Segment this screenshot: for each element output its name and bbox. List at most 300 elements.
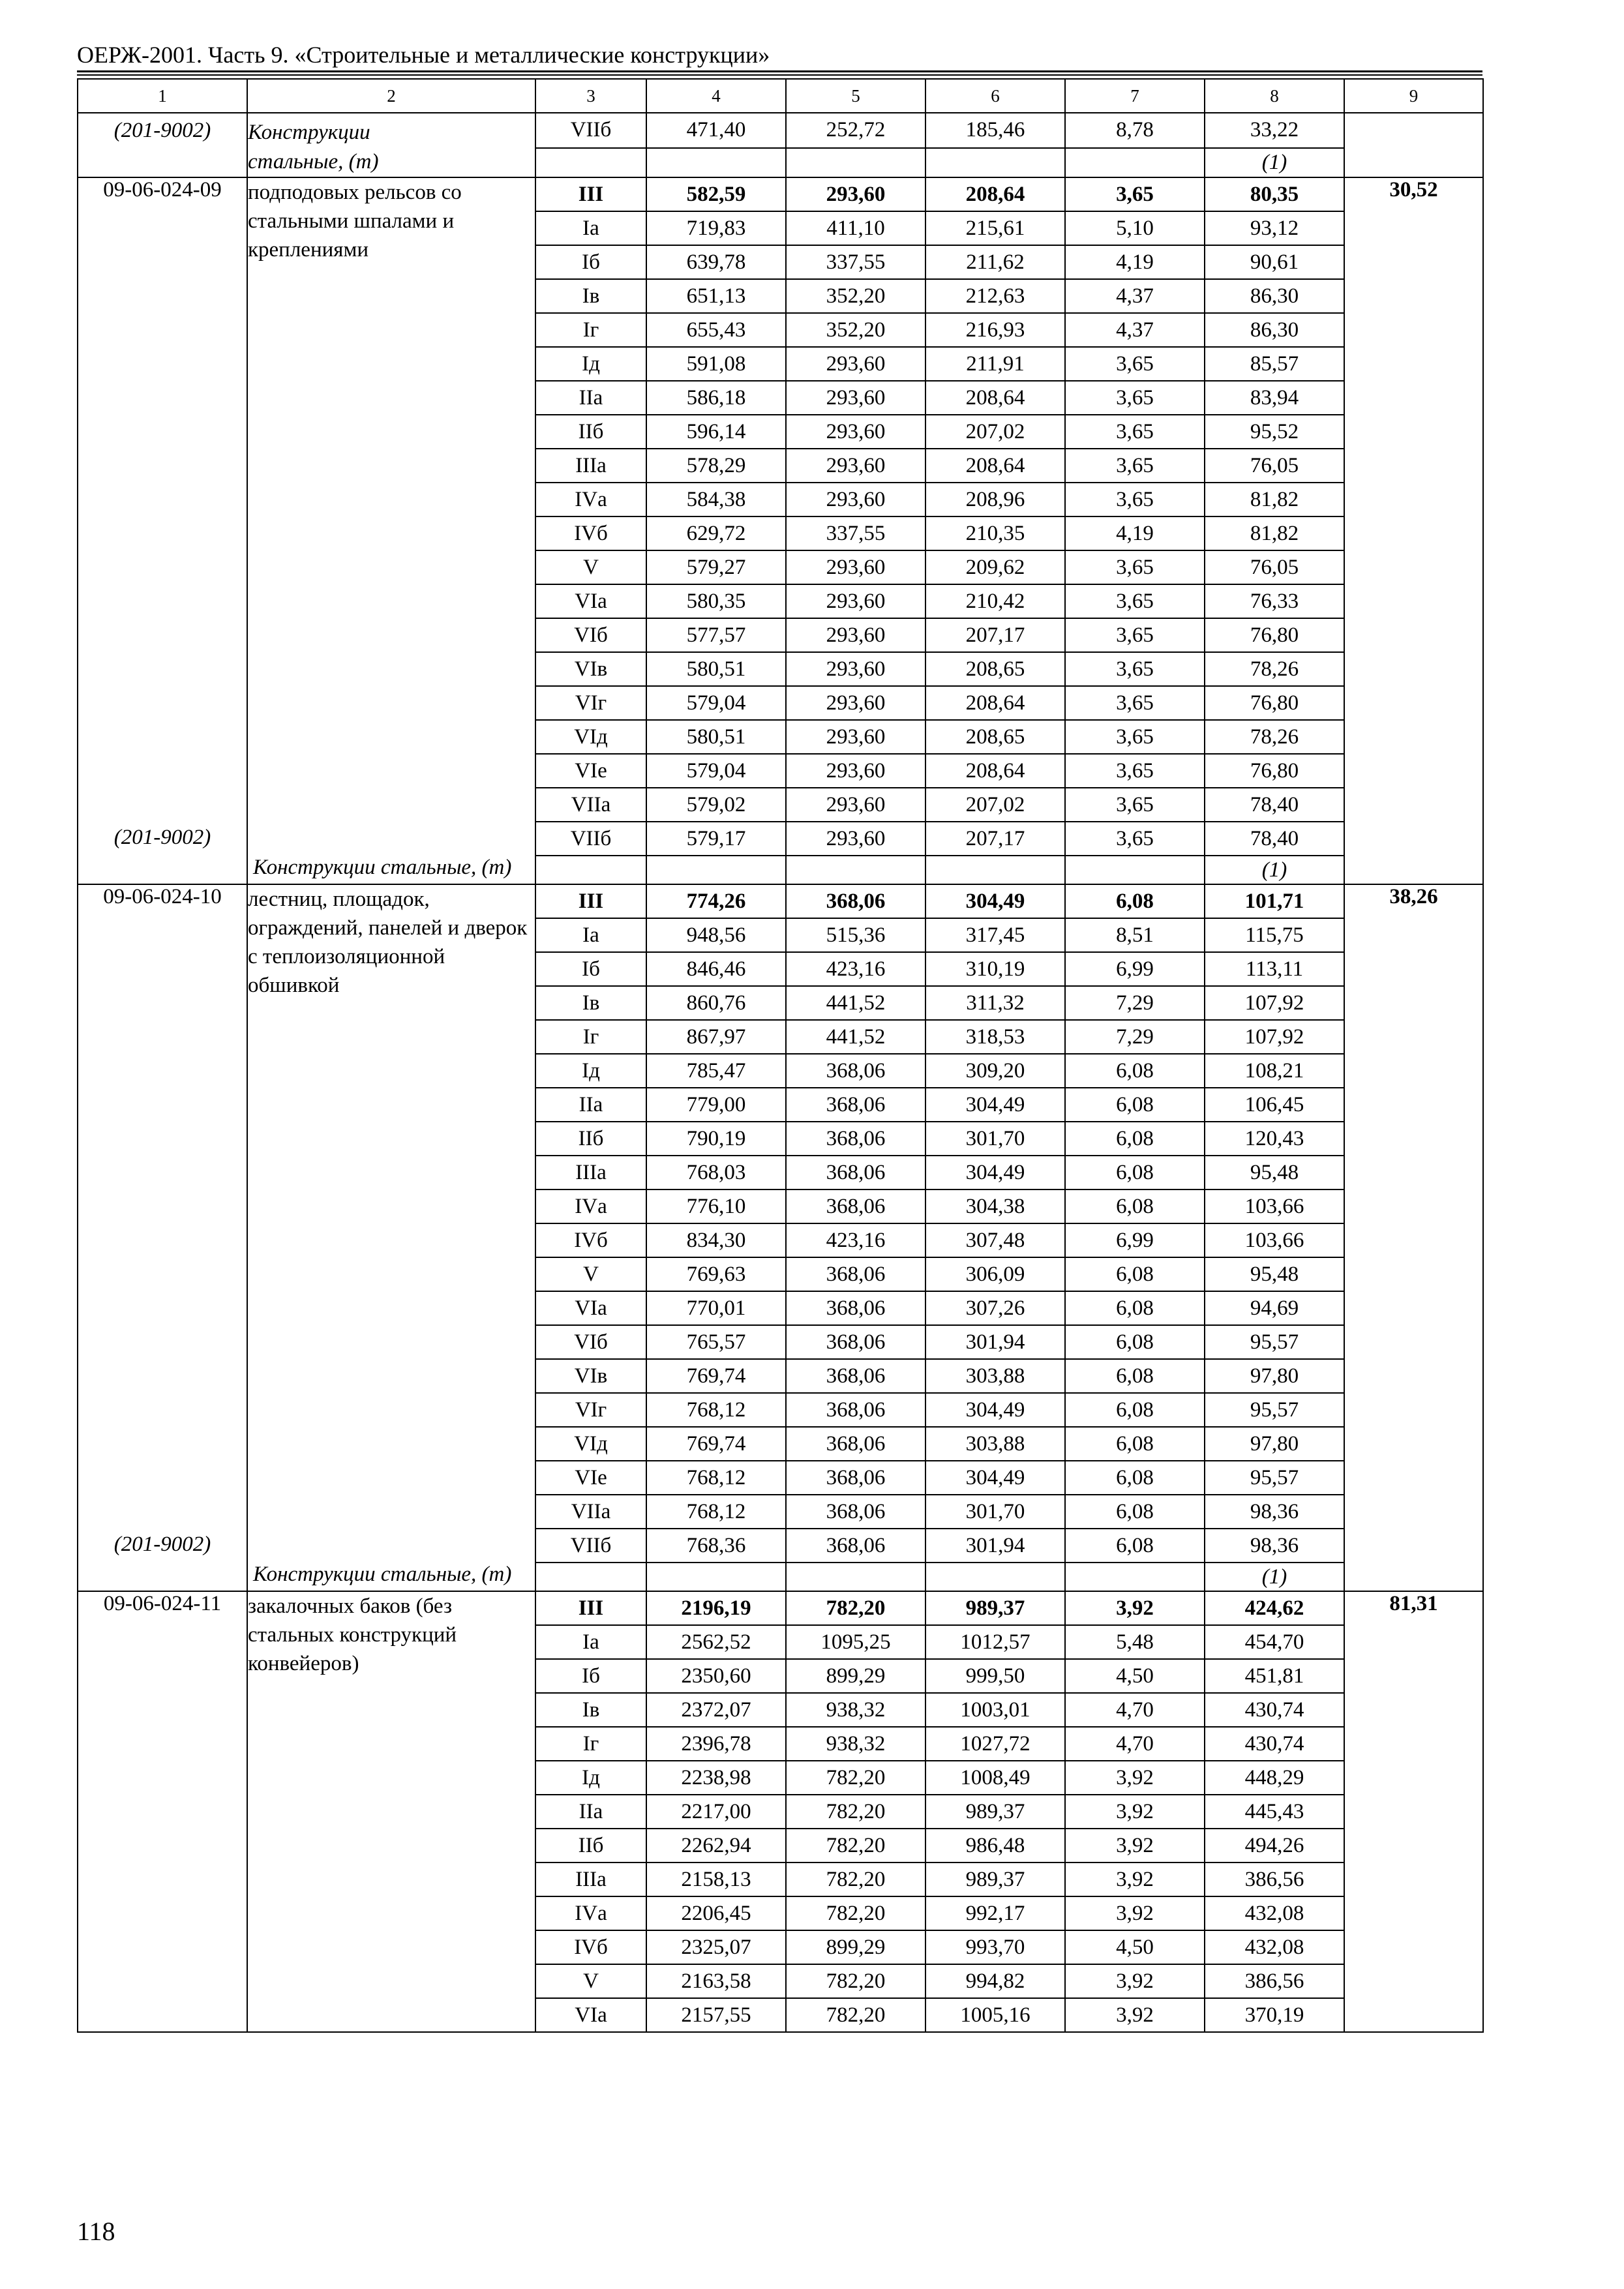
value-cell: 293,60 (786, 618, 925, 652)
value-cell: 95,57 (1205, 1393, 1344, 1427)
empty-cell (925, 856, 1065, 884)
value-cell: 209,62 (925, 550, 1065, 584)
zone-cell: VIIб (535, 1529, 646, 1563)
value-cell: 432,08 (1205, 1930, 1344, 1964)
zone-cell: VIIб (535, 822, 646, 856)
value-cell: 2157,55 (646, 1998, 786, 2032)
value-cell: 293,60 (786, 584, 925, 618)
description-cell (247, 113, 535, 177)
column-number: 2 (247, 79, 535, 113)
zone-cell: Iд (535, 1054, 646, 1088)
zone-cell: VIа (535, 584, 646, 618)
footnote-mark: (1) (1205, 148, 1344, 177)
column-number: 7 (1065, 79, 1205, 113)
value-cell: 3,65 (1065, 415, 1205, 449)
value-cell: 311,32 (925, 986, 1065, 1020)
value-cell: 3,65 (1065, 177, 1205, 211)
value-cell: 293,60 (786, 652, 925, 686)
value-cell: 629,72 (646, 516, 786, 550)
column-number: 4 (646, 79, 786, 113)
value-cell: 33,22 (1205, 113, 1344, 148)
value-cell: 252,72 (786, 113, 925, 148)
value-cell: 3,65 (1065, 822, 1205, 856)
value-cell: 765,57 (646, 1325, 786, 1359)
value-cell: 578,29 (646, 449, 786, 483)
value-cell: 208,64 (925, 686, 1065, 720)
zone-cell: Iа (535, 211, 646, 245)
value-cell: 208,65 (925, 720, 1065, 754)
value-cell: 6,08 (1065, 1054, 1205, 1088)
value-cell: 337,55 (786, 516, 925, 550)
value-cell: 432,08 (1205, 1896, 1344, 1930)
value-cell: 80,35 (1205, 177, 1344, 211)
value-cell: 103,66 (1205, 1189, 1344, 1223)
work-description: лестниц, площадок, ограждений, панелей и дверок с теплоизоляционной обшивкой (248, 888, 528, 997)
zone-cell: VIIб (535, 113, 646, 148)
zone-cell: IVа (535, 1189, 646, 1223)
value-cell: 368,06 (786, 884, 925, 918)
footnote-description: Конструкции стальные, (т) (248, 121, 379, 173)
value-cell: 938,32 (786, 1693, 925, 1727)
value-cell: 445,43 (1205, 1795, 1344, 1829)
value-cell: 719,83 (646, 211, 786, 245)
value-cell: 774,26 (646, 884, 786, 918)
zone-cell: VIа (535, 1998, 646, 2032)
value-cell: 580,51 (646, 652, 786, 686)
value-cell: 301,94 (925, 1529, 1065, 1563)
value-cell: 304,49 (925, 884, 1065, 918)
value-cell: 337,55 (786, 245, 925, 279)
value-cell: 293,60 (786, 720, 925, 754)
value-cell: 76,80 (1205, 754, 1344, 788)
zone-cell: IVа (535, 1896, 646, 1930)
value-cell: 207,17 (925, 822, 1065, 856)
value-cell: 293,60 (786, 347, 925, 381)
value-cell: 304,49 (925, 1461, 1065, 1495)
value-cell: 368,06 (786, 1461, 925, 1495)
code-cell (78, 113, 247, 177)
zone-cell: Iд (535, 1761, 646, 1795)
value-cell: 368,06 (786, 1189, 925, 1223)
value-cell: 580,35 (646, 584, 786, 618)
zone-cell: V (535, 550, 646, 584)
value-cell: 6,08 (1065, 1156, 1205, 1189)
value-cell: 769,74 (646, 1427, 786, 1461)
zone-cell: Iг (535, 1727, 646, 1761)
value-cell: 846,46 (646, 952, 786, 986)
value-cell: 76,33 (1205, 584, 1344, 618)
value-cell: 6,08 (1065, 1291, 1205, 1325)
value-cell: 424,62 (1205, 1591, 1344, 1625)
value-cell: 306,09 (925, 1257, 1065, 1291)
empty-cell (1065, 856, 1205, 884)
value-cell: 782,20 (786, 1896, 925, 1930)
value-cell: 210,35 (925, 516, 1065, 550)
column-9-cell (1344, 113, 1483, 177)
value-cell: 3,65 (1065, 550, 1205, 584)
value-cell: 2217,00 (646, 1795, 786, 1829)
value-cell: 76,80 (1205, 686, 1344, 720)
value-cell: 2262,94 (646, 1829, 786, 1863)
value-cell: 293,60 (786, 788, 925, 822)
value-cell: 579,17 (646, 822, 786, 856)
value-cell: 293,60 (786, 822, 925, 856)
value-cell: 430,74 (1205, 1693, 1344, 1727)
value-cell: 95,52 (1205, 415, 1344, 449)
zone-cell: VIг (535, 686, 646, 720)
value-cell: 301,70 (925, 1122, 1065, 1156)
value-cell: 3,92 (1065, 1863, 1205, 1896)
value-cell: 3,65 (1065, 381, 1205, 415)
value-cell: 782,20 (786, 1795, 925, 1829)
value-cell: 2562,52 (646, 1625, 786, 1659)
value-cell: 307,26 (925, 1291, 1065, 1325)
value-cell: 2396,78 (646, 1727, 786, 1761)
value-cell: 423,16 (786, 1223, 925, 1257)
zone-cell: VIв (535, 1359, 646, 1393)
value-cell: 3,65 (1065, 347, 1205, 381)
column-9-cell: 81,31 (1344, 1591, 1483, 2032)
value-cell: 304,38 (925, 1189, 1065, 1223)
value-cell: 207,02 (925, 415, 1065, 449)
zone-cell: VIе (535, 754, 646, 788)
value-cell: 579,04 (646, 686, 786, 720)
header-rule-thin (77, 74, 1482, 76)
zone-cell: Iд (535, 347, 646, 381)
value-cell: 216,93 (925, 313, 1065, 347)
value-cell: 515,36 (786, 918, 925, 952)
footnote-code: (201-9002) (113, 826, 211, 849)
value-cell: 769,63 (646, 1257, 786, 1291)
value-cell: 768,12 (646, 1495, 786, 1529)
value-cell: 4,70 (1065, 1727, 1205, 1761)
table-row (78, 113, 1483, 148)
value-cell: 293,60 (786, 686, 925, 720)
value-cell: 368,06 (786, 1427, 925, 1461)
code-cell (78, 1591, 247, 2032)
value-cell: 651,13 (646, 279, 786, 313)
value-cell: 81,82 (1205, 516, 1344, 550)
value-cell: 368,06 (786, 1325, 925, 1359)
value-cell: 81,82 (1205, 483, 1344, 516)
value-cell: 208,64 (925, 381, 1065, 415)
value-cell: 95,57 (1205, 1461, 1344, 1495)
value-cell: 5,10 (1065, 211, 1205, 245)
value-cell: 6,99 (1065, 952, 1205, 986)
value-cell: 212,63 (925, 279, 1065, 313)
zone-cell: IIIа (535, 449, 646, 483)
zone-cell: VIб (535, 1325, 646, 1359)
value-cell: 368,06 (786, 1393, 925, 1427)
zone-cell: Iа (535, 1625, 646, 1659)
header-rule (77, 70, 1482, 72)
value-cell: 596,14 (646, 415, 786, 449)
value-cell: 655,43 (646, 313, 786, 347)
value-cell: 899,29 (786, 1659, 925, 1693)
value-cell: 860,76 (646, 986, 786, 1020)
value-cell: 113,11 (1205, 952, 1344, 986)
value-cell: 368,06 (786, 1054, 925, 1088)
zone-cell: III (535, 1591, 646, 1625)
value-cell: 368,06 (786, 1495, 925, 1529)
value-cell: 4,70 (1065, 1693, 1205, 1727)
footnote-code: (201-9002) (113, 1533, 211, 1556)
zone-cell: IIб (535, 1122, 646, 1156)
empty-cell (646, 148, 786, 177)
value-cell: 782,20 (786, 1998, 925, 2032)
value-cell: 1005,16 (925, 1998, 1065, 2032)
value-cell: 423,16 (786, 952, 925, 986)
value-cell: 6,08 (1065, 1495, 1205, 1529)
value-cell: 304,49 (925, 1393, 1065, 1427)
value-cell: 76,05 (1205, 550, 1344, 584)
zone-cell: Iв (535, 279, 646, 313)
description-cell (247, 177, 535, 884)
zone-cell: VIв (535, 652, 646, 686)
value-cell: 4,37 (1065, 313, 1205, 347)
zone-cell: IVб (535, 1930, 646, 1964)
empty-cell (786, 148, 925, 177)
zone-cell: IIб (535, 1829, 646, 1863)
value-cell: 867,97 (646, 1020, 786, 1054)
value-cell: 120,43 (1205, 1122, 1344, 1156)
value-cell: 208,64 (925, 754, 1065, 788)
value-cell: 86,30 (1205, 313, 1344, 347)
rate-code: 09-06-024-09 (103, 178, 222, 202)
value-cell: 368,06 (786, 1291, 925, 1325)
footnote-description: Конструкции стальные, (т) (253, 1563, 512, 1586)
value-cell: 6,08 (1065, 1461, 1205, 1495)
value-cell: 3,65 (1065, 584, 1205, 618)
work-description: подподовых рельсов со стальными шпалами и креплениями (248, 181, 462, 262)
value-cell: 94,69 (1205, 1291, 1344, 1325)
value-cell: 3,65 (1065, 449, 1205, 483)
value-cell: 768,12 (646, 1393, 786, 1427)
zone-cell: VIд (535, 720, 646, 754)
value-cell: 3,65 (1065, 618, 1205, 652)
value-cell: 90,61 (1205, 245, 1344, 279)
value-cell: 779,00 (646, 1088, 786, 1122)
value-cell: 304,49 (925, 1156, 1065, 1189)
value-cell: 6,08 (1065, 884, 1205, 918)
value-cell: 5,48 (1065, 1625, 1205, 1659)
value-cell: 2350,60 (646, 1659, 786, 1693)
value-cell: 6,08 (1065, 1393, 1205, 1427)
value-cell: 782,20 (786, 1829, 925, 1863)
value-cell: 989,37 (925, 1795, 1065, 1829)
value-cell: 368,06 (786, 1257, 925, 1291)
zone-cell: IIа (535, 1088, 646, 1122)
zone-cell: Iг (535, 1020, 646, 1054)
value-cell: 368,06 (786, 1529, 925, 1563)
page-header-title: ОЕРЖ-2001. Часть 9. «Строительные и металлические конструкции» (77, 42, 770, 68)
rate-code: 09-06-024-10 (103, 885, 222, 908)
value-cell: 4,19 (1065, 516, 1205, 550)
value-cell: 368,06 (786, 1359, 925, 1393)
value-cell: 639,78 (646, 245, 786, 279)
value-cell: 790,19 (646, 1122, 786, 1156)
value-cell: 309,20 (925, 1054, 1065, 1088)
value-cell: 1008,49 (925, 1761, 1065, 1795)
column-9-cell: 30,52 (1344, 177, 1483, 884)
value-cell: 370,19 (1205, 1998, 1344, 2032)
column-number: 1 (78, 79, 247, 113)
value-cell: 106,45 (1205, 1088, 1344, 1122)
zone-cell: Iб (535, 245, 646, 279)
value-cell: 6,08 (1065, 1325, 1205, 1359)
value-cell: 948,56 (646, 918, 786, 952)
value-cell: 785,47 (646, 1054, 786, 1088)
value-cell: 769,74 (646, 1359, 786, 1393)
value-cell: 2325,07 (646, 1930, 786, 1964)
empty-cell (786, 856, 925, 884)
empty-cell (1065, 148, 1205, 177)
empty-cell (925, 148, 1065, 177)
empty-cell (646, 1563, 786, 1591)
value-cell: 210,42 (925, 584, 1065, 618)
value-cell: 2206,45 (646, 1896, 786, 1930)
value-cell: 582,59 (646, 177, 786, 211)
value-cell: 3,92 (1065, 1591, 1205, 1625)
value-cell: 93,12 (1205, 211, 1344, 245)
value-cell: 989,37 (925, 1591, 1065, 1625)
value-cell: 494,26 (1205, 1829, 1344, 1863)
value-cell: 293,60 (786, 483, 925, 516)
value-cell: 107,92 (1205, 1020, 1344, 1054)
value-cell: 95,48 (1205, 1156, 1344, 1189)
value-cell: 579,27 (646, 550, 786, 584)
value-cell: 3,65 (1065, 686, 1205, 720)
value-cell: 78,40 (1205, 788, 1344, 822)
zone-cell: IVб (535, 1223, 646, 1257)
value-cell: 986,48 (925, 1829, 1065, 1863)
value-cell: 3,65 (1065, 720, 1205, 754)
value-cell: 307,48 (925, 1223, 1065, 1257)
value-cell: 310,19 (925, 952, 1065, 986)
value-cell: 368,06 (786, 1122, 925, 1156)
footnote-description: Конструкции стальные, (т) (253, 856, 512, 879)
value-cell: 3,92 (1065, 1795, 1205, 1829)
value-cell: 4,50 (1065, 1659, 1205, 1693)
description-cell (247, 1591, 535, 2032)
value-cell: 768,03 (646, 1156, 786, 1189)
column-number: 6 (925, 79, 1065, 113)
value-cell: 6,99 (1065, 1223, 1205, 1257)
value-cell: 768,36 (646, 1529, 786, 1563)
value-cell: 3,92 (1065, 1829, 1205, 1863)
column-number: 8 (1205, 79, 1344, 113)
value-cell: 3,65 (1065, 483, 1205, 516)
value-cell: 207,02 (925, 788, 1065, 822)
value-cell: 293,60 (786, 381, 925, 415)
empty-cell (786, 1563, 925, 1591)
value-cell: 211,91 (925, 347, 1065, 381)
value-cell: 293,60 (786, 449, 925, 483)
table-row (78, 884, 1483, 918)
value-cell: 4,37 (1065, 279, 1205, 313)
value-cell: 6,08 (1065, 1257, 1205, 1291)
page-number: 118 (77, 2217, 115, 2246)
table-row (78, 1591, 1483, 1625)
value-cell: 579,02 (646, 788, 786, 822)
value-cell: 8,78 (1065, 113, 1205, 148)
value-cell: 78,26 (1205, 652, 1344, 686)
zone-cell: Iг (535, 313, 646, 347)
value-cell: 368,06 (786, 1156, 925, 1189)
value-cell: 293,60 (786, 550, 925, 584)
code-cell (78, 177, 247, 884)
footnote-mark: (1) (1205, 856, 1344, 884)
value-cell: 6,08 (1065, 1189, 1205, 1223)
value-cell: 208,64 (925, 449, 1065, 483)
value-cell: 3,92 (1065, 1998, 1205, 2032)
empty-cell (1065, 1563, 1205, 1591)
value-cell: 386,56 (1205, 1863, 1344, 1896)
value-cell: 368,06 (786, 1088, 925, 1122)
value-cell: 993,70 (925, 1930, 1065, 1964)
value-cell: 6,08 (1065, 1427, 1205, 1461)
value-cell: 108,21 (1205, 1054, 1344, 1088)
value-cell: 76,05 (1205, 449, 1344, 483)
value-cell: 6,08 (1065, 1529, 1205, 1563)
value-cell: 386,56 (1205, 1964, 1344, 1998)
value-cell: 301,94 (925, 1325, 1065, 1359)
column-number-row (78, 79, 1483, 113)
zone-cell: VIг (535, 1393, 646, 1427)
value-cell: 2158,13 (646, 1863, 786, 1896)
value-cell: 1027,72 (925, 1727, 1065, 1761)
rate-code: 09-06-024-11 (103, 1592, 222, 1615)
value-cell: 98,36 (1205, 1495, 1344, 1529)
empty-cell (535, 148, 646, 177)
value-cell: 994,82 (925, 1964, 1065, 1998)
value-cell: 2372,07 (646, 1693, 786, 1727)
empty-cell (535, 856, 646, 884)
value-cell: 293,60 (786, 754, 925, 788)
zone-cell: IVа (535, 483, 646, 516)
zone-cell: Iв (535, 986, 646, 1020)
value-cell: 782,20 (786, 1863, 925, 1896)
value-cell: 85,57 (1205, 347, 1344, 381)
value-cell: 95,57 (1205, 1325, 1344, 1359)
value-cell: 76,80 (1205, 618, 1344, 652)
value-cell: 115,75 (1205, 918, 1344, 952)
value-cell: 211,62 (925, 245, 1065, 279)
value-cell: 318,53 (925, 1020, 1065, 1054)
value-cell: 441,52 (786, 986, 925, 1020)
value-cell: 3,92 (1065, 1761, 1205, 1795)
zone-cell: Iб (535, 952, 646, 986)
value-cell: 586,18 (646, 381, 786, 415)
column-9-cell: 38,26 (1344, 884, 1483, 1591)
column-number: 5 (786, 79, 925, 113)
value-cell: 303,88 (925, 1427, 1065, 1461)
value-cell: 6,08 (1065, 1359, 1205, 1393)
zone-cell: VIб (535, 618, 646, 652)
empty-cell (646, 856, 786, 884)
value-cell: 782,20 (786, 1964, 925, 1998)
value-cell: 101,71 (1205, 884, 1344, 918)
value-cell: 441,52 (786, 1020, 925, 1054)
zone-cell: Iа (535, 918, 646, 952)
zone-cell: V (535, 1964, 646, 1998)
value-cell: 352,20 (786, 279, 925, 313)
value-cell: 768,12 (646, 1461, 786, 1495)
value-cell: 86,30 (1205, 279, 1344, 313)
column-number: 9 (1344, 79, 1483, 113)
value-cell: 303,88 (925, 1359, 1065, 1393)
zone-cell: VIе (535, 1461, 646, 1495)
